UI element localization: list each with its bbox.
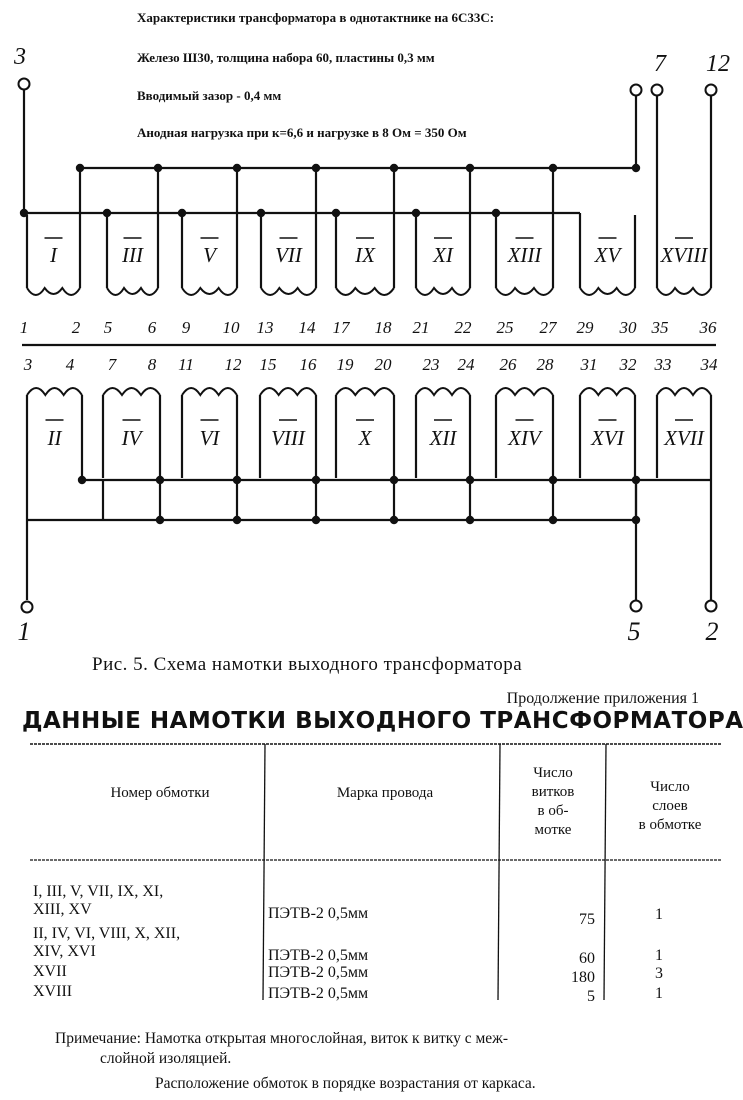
row-1-turns: 75: [579, 911, 595, 928]
header-line-2: Железо Ш30, толщина набора 60, пластины 0,3 мм: [137, 50, 435, 65]
winding-label-top: XV: [594, 243, 621, 267]
coil-loops: [657, 388, 711, 395]
header-layers-line: Число: [650, 779, 690, 795]
coil-loops: [657, 288, 711, 295]
junction-dot: [257, 209, 265, 217]
pin-label-bottom: 15: [259, 355, 277, 374]
junction-dot: [20, 209, 28, 217]
pin-label-top: 27: [539, 318, 557, 337]
winding-label-bottom: XIV: [508, 426, 541, 450]
pin-label-bottom: 28: [536, 355, 554, 374]
winding-label-top: IX: [355, 243, 375, 267]
coil-loops: [27, 288, 80, 295]
winding-label-bottom: XVI: [591, 426, 624, 450]
winding-label-bottom: XVII: [664, 426, 704, 450]
row-4-layers: 1: [655, 985, 663, 1002]
junction-dot: [233, 516, 241, 524]
pin-label-bottom: 7: [107, 355, 117, 374]
pin-label-bottom: 20: [374, 355, 392, 374]
row-windings-line: XVIII: [33, 983, 73, 1000]
junction-dot: [156, 516, 164, 524]
header-turns: [503, 764, 603, 840]
row-windings-line: XVII: [33, 963, 67, 980]
coil-loops: [27, 388, 82, 395]
coil-loops: [580, 288, 635, 295]
row-windings-line: XIV, XVI: [33, 943, 96, 960]
pin-label-top: 13: [256, 318, 274, 337]
junction-dot: [312, 476, 320, 484]
terminal-12-ring: [706, 85, 717, 96]
pin-label-bottom: 32: [619, 355, 637, 374]
coil-loops: [416, 388, 470, 395]
header-line-3: Вводимый зазор - 0,4 мм: [137, 88, 282, 103]
junction-dot: [390, 164, 398, 172]
row-1-windings: [33, 883, 163, 919]
junction-dot: [332, 209, 340, 217]
coil-loops: [416, 288, 470, 295]
pin-label-top: 14: [298, 318, 316, 337]
coil-loops: [496, 388, 553, 395]
terminal-7b-ring: [652, 85, 663, 96]
winding-label-top: XIII: [507, 243, 542, 267]
note-line-3: Расположение обмоток в порядке возрастания от каркаса.: [155, 1075, 536, 1092]
terminal-7-ring: [631, 85, 642, 96]
pin-label-top: 36: [699, 318, 717, 337]
terminal-12-label: 12: [706, 51, 730, 77]
junction-dot: [78, 476, 86, 484]
figure-caption: Рис. 5. Схема намотки выходного трансформатора: [92, 654, 523, 675]
pin-label-bottom: 33: [654, 355, 672, 374]
terminal-5-label: 5: [627, 617, 641, 646]
header-wire-grade: Марка провода: [336, 785, 434, 801]
pin-label-bottom: 19: [336, 355, 354, 374]
coil-loops: [261, 288, 316, 295]
terminal-1-ring: [22, 602, 33, 613]
junction-dot: [632, 164, 640, 172]
junction-dot: [233, 164, 241, 172]
header-layers-line: в обмотке: [638, 817, 702, 833]
header-turns-line: мотке: [534, 822, 572, 838]
row-3-turns: 180: [571, 969, 595, 986]
row-4-turns: 5: [587, 988, 595, 1005]
coil-loops: [107, 288, 158, 295]
pin-label-bottom: 34: [700, 355, 718, 374]
coil-loops: [496, 288, 553, 295]
row-4-windings: [33, 983, 72, 1001]
row-windings-line: I, III, V, VII, IX, XI,: [33, 883, 164, 900]
junction-dot: [156, 476, 164, 484]
pin-label-top: 17: [332, 318, 350, 337]
pin-label-top: 18: [374, 318, 392, 337]
header-turns-line: в об-: [537, 803, 569, 819]
junction-dot: [178, 209, 186, 217]
junction-dot: [312, 516, 320, 524]
row-2-wire: ПЭТВ-2 0,5мм: [268, 947, 369, 964]
pin-label-top: 1: [19, 318, 29, 337]
pin-label-bottom: 26: [499, 355, 517, 374]
junction-dot: [103, 209, 111, 217]
winding-label-bottom: XII: [429, 426, 457, 450]
junction-dot: [492, 209, 500, 217]
junction-dot: [466, 476, 474, 484]
header-winding-number: Номер обмотки: [110, 785, 210, 801]
header-turns-line: Число: [533, 765, 573, 781]
junction-dot: [76, 164, 84, 172]
winding-label-bottom: II: [47, 426, 62, 450]
junction-dot: [549, 164, 557, 172]
winding-label-top: XVIII: [660, 243, 708, 267]
pin-label-bottom: 31: [580, 355, 598, 374]
pin-label-bottom: 3: [23, 355, 33, 374]
pin-label-top: 25: [496, 318, 514, 337]
row-3-windings: [33, 963, 67, 981]
row-3-wire: ПЭТВ-2 0,5мм: [268, 964, 369, 981]
terminal-3-ring: [19, 79, 30, 90]
junction-dot: [549, 476, 557, 484]
pin-label-top: 22: [454, 318, 472, 337]
junction-dot: [412, 209, 420, 217]
winding-label-bottom: X: [358, 426, 372, 450]
header-turns-line: витков: [531, 784, 575, 800]
pin-label-top: 29: [576, 318, 594, 337]
row-2-layers: 1: [655, 947, 663, 964]
junction-dot: [632, 476, 640, 484]
winding-label-top: V: [203, 243, 216, 267]
row-4-wire: ПЭТВ-2 0,5мм: [268, 985, 369, 1002]
winding-label-top: III: [122, 243, 143, 267]
junction-dot: [390, 476, 398, 484]
pin-label-top: 9: [181, 318, 191, 337]
junction-dot: [390, 516, 398, 524]
terminal-1-label: 1: [17, 617, 31, 646]
table-grid: [0, 730, 743, 1030]
header-line-4: Анодная нагрузка при к=6,6 и нагрузке в 8 Ом = 350 Ом: [137, 125, 467, 140]
pin-label-bottom: 23: [422, 355, 440, 374]
winding-label-bottom: IV: [121, 426, 142, 450]
table-title: ДАННЫЕ НАМОТКИ ВЫХОДНОГО ТРАНСФОРМАТОРА: [22, 708, 743, 734]
pin-label-top: 10: [222, 318, 240, 337]
winding-label-top: I: [50, 243, 57, 267]
terminal-2-label: 2: [705, 617, 719, 646]
pin-label-top: 30: [619, 318, 637, 337]
terminal-2-ring: [706, 601, 717, 612]
header-layers: [610, 778, 730, 835]
winding-label-bottom: VI: [199, 426, 220, 450]
terminal-7-label: 7: [654, 51, 666, 77]
row-3-layers: 3: [655, 965, 663, 982]
row-1-wire: ПЭТВ-2 0,5мм: [268, 905, 369, 922]
row-2-windings: [33, 925, 180, 961]
junction-dot: [632, 516, 640, 524]
pin-label-top: 35: [651, 318, 669, 337]
winding-label-top: XI: [433, 243, 453, 267]
terminal-5-ring: [631, 601, 642, 612]
pin-label-top: 2: [71, 318, 81, 337]
pin-label-bottom: 24: [457, 355, 475, 374]
pin-label-bottom: 11: [178, 355, 194, 374]
row-1-layers: 1: [655, 906, 663, 923]
junction-dot: [549, 516, 557, 524]
note-line-1: Примечание: Намотка открытая многослойная, виток к витку с меж-: [55, 1030, 509, 1047]
coil-loops: [103, 388, 160, 395]
coil-loops: [580, 388, 635, 395]
row-windings-line: II, IV, VI, VIII, X, XII,: [33, 925, 181, 942]
header-layers-line: слоев: [652, 798, 688, 814]
continuation-label: Продолжение приложения 1: [506, 690, 699, 707]
junction-dot: [466, 516, 474, 524]
coil-loops: [182, 388, 237, 395]
winding-label-top: VII: [275, 243, 302, 267]
coil-loops: [336, 288, 394, 295]
header-line-1: Характеристики трансформатора в однотактнике на 6С33С:: [137, 10, 495, 25]
row-2-turns: 60: [579, 950, 595, 967]
row-windings-line: XIII, XV: [33, 901, 92, 918]
pin-label-top: 6: [147, 318, 157, 337]
pin-label-bottom: 12: [224, 355, 242, 374]
winding-label-bottom: VIII: [271, 426, 305, 450]
junction-dot: [154, 164, 162, 172]
junction-dot: [466, 164, 474, 172]
coil-loops: [182, 288, 237, 295]
junction-dot: [233, 476, 241, 484]
pin-label-bottom: 16: [299, 355, 317, 374]
pin-label-top: 5: [103, 318, 113, 337]
junction-dot: [312, 164, 320, 172]
note-line-2: слойной изоляцией.: [100, 1050, 232, 1067]
coil-loops: [260, 388, 316, 395]
pin-label-top: 21: [412, 318, 430, 337]
pin-label-bottom: 8: [147, 355, 157, 374]
coil-loops: [336, 388, 394, 395]
terminal-3-label: 3: [14, 44, 26, 70]
pin-label-bottom: 4: [65, 355, 75, 374]
